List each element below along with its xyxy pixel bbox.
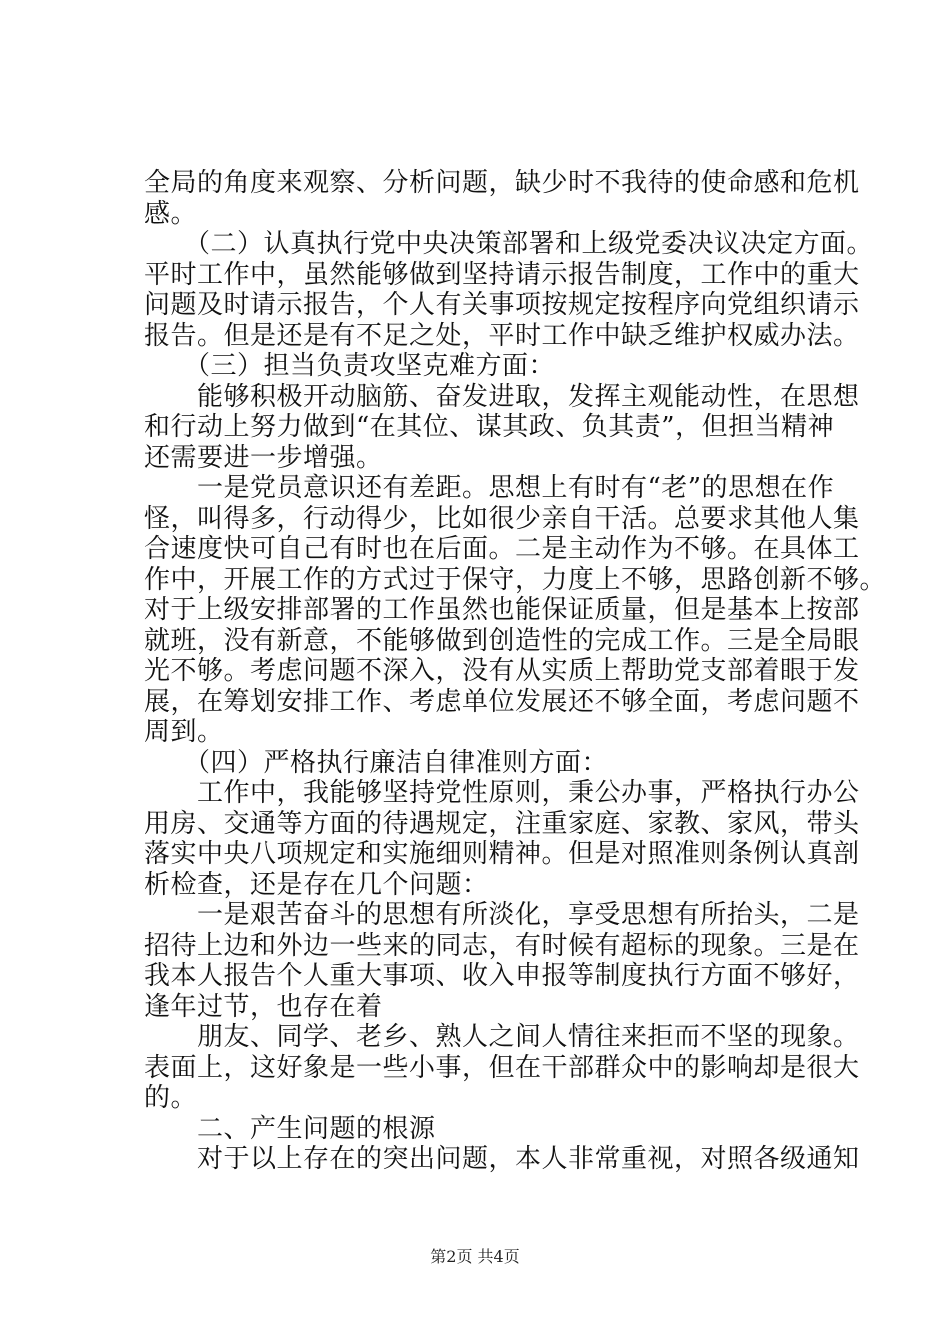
text-line: 落实中央八项规定和实施细则精神。但是对照准则条例认真剖 [144, 839, 860, 869]
text-line: 报告。但是还是有不足之处，平时工作中缺乏维护权威办法。 [144, 320, 860, 351]
text-line: 朋友、同学、老乡、熟人之间人情往来拒而不坚的现象。 [144, 1022, 860, 1052]
text-line: 周到。 [144, 717, 224, 747]
page-footer: 第2页 共4页 [430, 1247, 520, 1266]
text-line: 对于以上存在的突出问题，本人非常重视，对照各级通知 [144, 1144, 860, 1174]
text-line: 析检查，还是存在几个问题： [144, 869, 489, 900]
text-line: 怪，叫得多，行动得少，比如很少亲自干活。总要求其他人集 [144, 503, 860, 534]
text-line: 问题及时请示报告，个人有关事项按规定按程序向党组织请示 [144, 290, 860, 320]
text-line: 感。 [144, 198, 198, 229]
text-line: 就班，没有新意，不能够做到创造性的完成工作。三是全局眼 [144, 625, 860, 656]
text-line: 的。 [144, 1083, 198, 1113]
text-line: 一是艰苦奋斗的思想有所淡化，享受思想有所抬头，二是 [144, 900, 860, 930]
text-line: 全局的角度来观察、分析问题，缺少时不我待的使命感和危机 [144, 168, 860, 198]
text-line: 二、产生问题的根源 [144, 1113, 436, 1144]
text-line: 一是党员意识还有差距。思想上有时有“老”的思想在作 [144, 473, 835, 503]
text-line: 合速度快可自己有时也在后面。二是主动作为不够。在具体工 [144, 534, 860, 564]
text-line: 展，在筹划安排工作、考虑单位发展还不够全面，考虑问题不 [144, 686, 860, 717]
text-line: 和行动上努力做到“在其位、谋其政、负其责”，但担当精神 [144, 412, 835, 442]
text-line: 招待上边和外边一些来的同志，有时候有超标的现象。三是在 [144, 930, 860, 961]
document-body [144, 168, 887, 1175]
text-line: 能够积极开动脑筋、奋发进取，发挥主观能动性，在思想 [144, 381, 860, 412]
text-line: 光不够。考虑问题不深入，没有从实质上帮助党支部着眼于发 [144, 656, 860, 686]
text-line: （三）担当负责攻坚克难方面： [144, 351, 556, 381]
text-line: 对于上级安排部署的工作虽然也能保证质量，但是基本上按部 [144, 595, 860, 625]
text-line: 作中，开展工作的方式过于保守，力度上不够，思路创新不够。 [144, 564, 887, 595]
text-line: 还需要进一步增强。 [144, 442, 383, 473]
text-line: （四）严格执行廉洁自律准则方面： [144, 747, 609, 778]
text-line: 工作中，我能够坚持党性原则，秉公办事，严格执行办公 [144, 778, 860, 808]
text-line: 用房、交通等方面的待遇规定，注重家庭、家教、家风，带头 [144, 808, 860, 839]
text-line: 我本人报告个人重大事项、收入申报等制度执行方面不够好， [144, 961, 860, 991]
text-line: （二）认真执行党中央决策部署和上级党委决议决定方面。 [144, 229, 874, 259]
text-line: 表面上，这好象是一些小事，但在干部群众中的影响却是很大 [144, 1052, 860, 1083]
text-line: 平时工作中，虽然能够做到坚持请示报告制度，工作中的重大 [144, 259, 860, 290]
text-line: 逢年过节，也存在着 [144, 991, 383, 1022]
